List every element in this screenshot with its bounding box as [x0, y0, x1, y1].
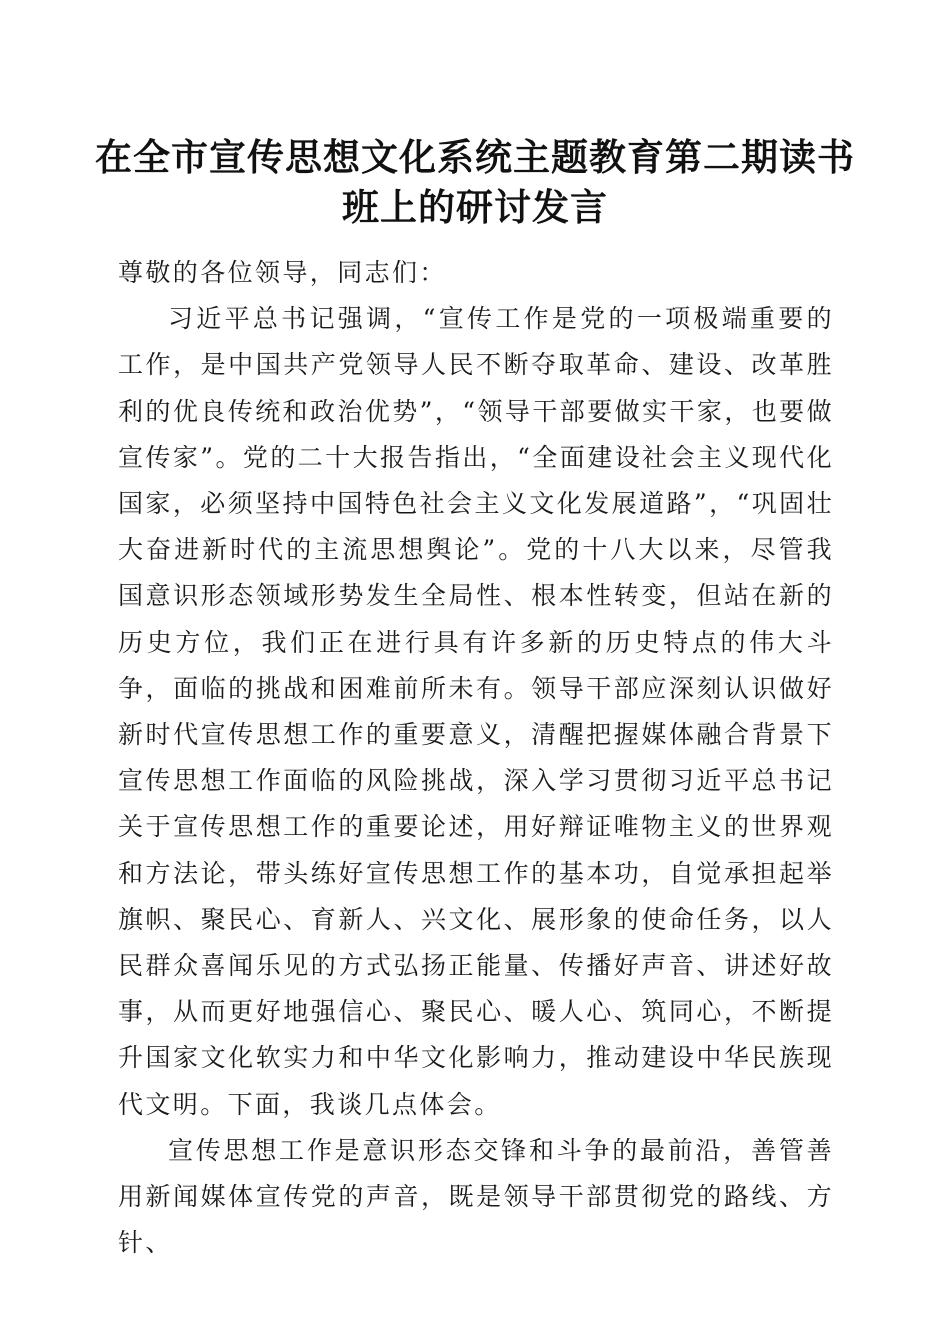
document-body [118, 250, 834, 1266]
paragraph-1: 习近平总书记强调，“宣传工作是党的一项极端重要的工作，是中国共产党领导人民不断夺取革命、建设、改革胜利的优良传统和政治优势”，“领导干部要做实干家，也要做宣传家”。党的二十大报告指出，“全面建设社会主义现代化国家，必须坚持中国特色社会主义文化发展道路”，“巩固壮大奋进新时代的主流思想舆论”。党的十八大以来，尽管我国意识形态领域形势发生全局性、根本性转变，但站在新的历史方位，我们正在进行具有许多新的历史特点的伟大斗争，面临的挑战和困难前所未有。领导干部应深刻认识做好新时代宣传思想工作的重要意义，清醒把握媒体融合背景下宣传思想工作面临的风险挑战，深入学习贯彻习近平总书记关于宣传思想工作的重要论述，用好辩证唯物主义的世界观和方法论，带头练好宣传思想工作的基本功，自觉承担起举旗帜、聚民心、育新人、兴文化、展形象的使命任务，以人民群众喜闻乐见的方式弘扬正能量、传播好声音、讲述好故事，从而更好地强信心、聚民心、暖人心、筑同心，不断提升国家文化软实力和中华文化影响力，推动建设中华民族现代文明。下面，我谈几点体会。 [118, 304, 834, 1119]
title-line-1: 在全市宣传思想文化系统主题教育第二期读书 [95, 135, 855, 179]
title-line-2: 班上的研讨发言 [342, 185, 608, 229]
salutation: 尊敬的各位领导，同志们： [118, 258, 447, 287]
document-title [60, 132, 890, 232]
paragraph-2: 宣传思想工作是意识形态交锋和斗争的最前沿，善管善用新闻媒体宣传党的声音，既是领导干部贯彻党的路线、方针、 [118, 1135, 834, 1258]
